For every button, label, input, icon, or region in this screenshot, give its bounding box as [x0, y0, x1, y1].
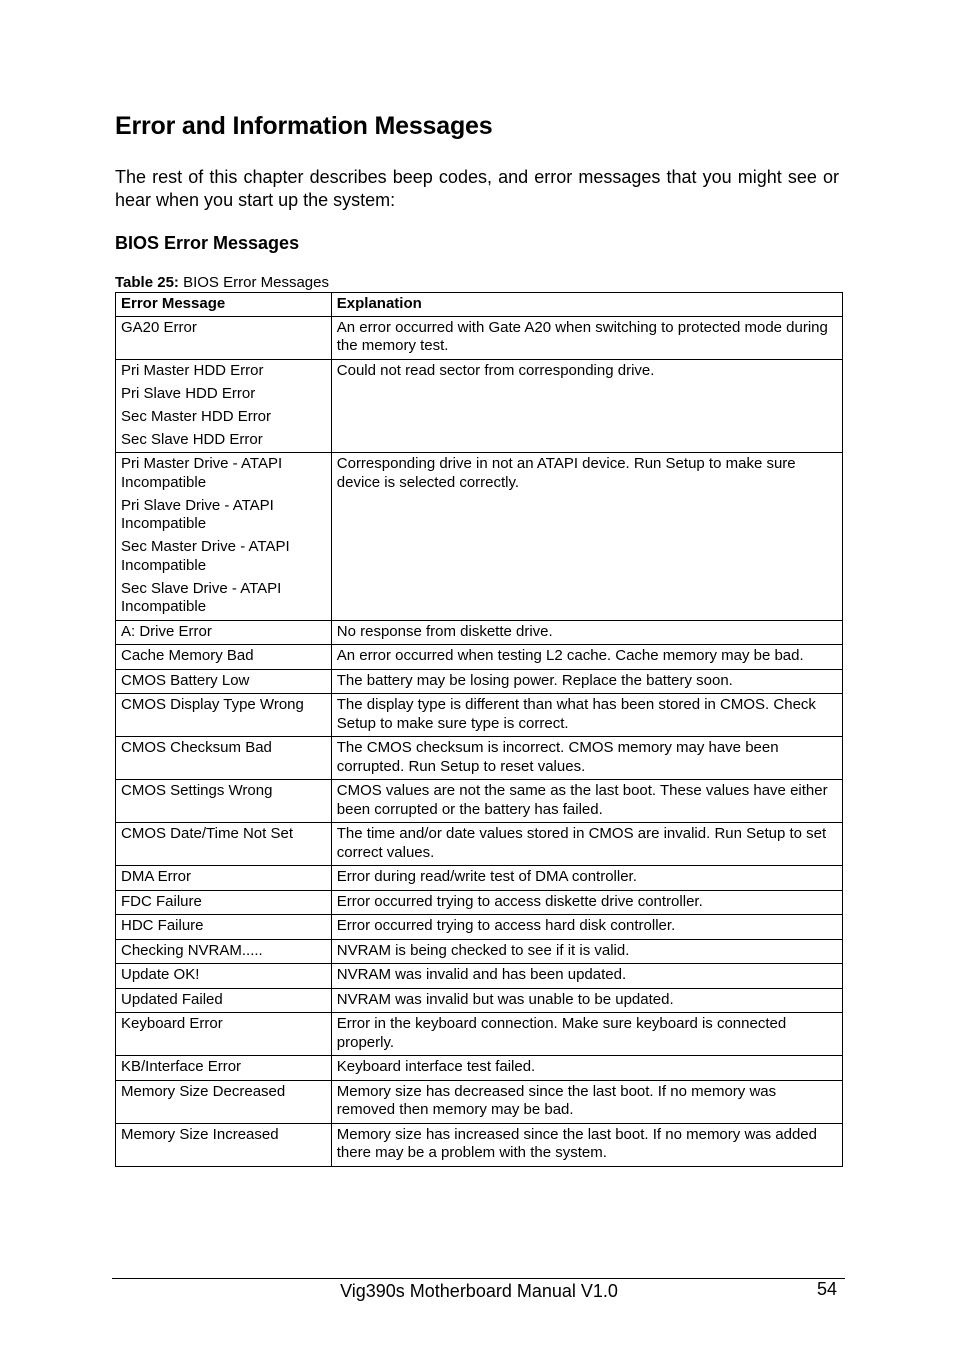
table-row — [116, 359, 843, 453]
error-message: Updated Failed — [121, 990, 223, 1008]
table-row — [116, 866, 843, 891]
explanation-cell: Could not read sector from corresponding drive. — [331, 359, 842, 453]
explanation-cell: Error in the keyboard connection. Make sure keyboard is connected properly. — [331, 1013, 842, 1056]
error-message-cell — [116, 453, 332, 621]
error-message: Checking NVRAM..... — [121, 941, 263, 959]
table-row — [116, 453, 843, 621]
error-message: CMOS Display Type Wrong — [121, 696, 304, 713]
error-message-cell — [116, 669, 332, 694]
error-message-cell — [116, 737, 332, 780]
error-message: Pri Master Drive - ATAPI Incompatible — [121, 455, 283, 491]
column-header-explanation: Explanation — [331, 293, 842, 317]
error-message: Update OK! — [121, 966, 200, 983]
error-message: FDC Failure — [121, 892, 202, 910]
error-message-cell — [116, 780, 332, 823]
explanation-cell: NVRAM was invalid but was unable to be updated. — [331, 988, 842, 1013]
table-row — [116, 915, 843, 940]
column-header-error-message: Error Message — [116, 293, 332, 317]
explanation-cell: The battery may be losing power. Replace the battery soon. — [331, 669, 842, 694]
error-message: Sec Master HDD Error — [121, 407, 272, 425]
footer-title: Vig390s Motherboard Manual V1.0 — [340, 1281, 618, 1301]
error-message: Memory Size Decreased — [121, 1082, 286, 1100]
table-row — [116, 988, 843, 1013]
section-title: BIOS Error Messages — [115, 233, 300, 253]
table-row — [116, 669, 843, 694]
error-message-cell — [116, 890, 332, 915]
error-message: CMOS Settings Wrong — [121, 782, 273, 799]
explanation-cell: Keyboard interface test failed. — [331, 1056, 842, 1081]
error-message: Memory Size Increased — [121, 1125, 279, 1143]
error-message-cell — [116, 915, 332, 940]
error-message-cell — [116, 823, 332, 866]
error-message-cell — [116, 1013, 332, 1056]
table-row — [116, 964, 843, 989]
explanation-cell: The display type is different than what has been stored in CMOS. Check Setup to make sure type is correct. — [331, 694, 842, 737]
table-header-row — [116, 293, 843, 317]
explanation-cell: Error occurred trying to access hard disk controller. — [331, 915, 842, 940]
explanation-cell: Memory size has decreased since the last boot. If no memory was removed then memory may be bad. — [331, 1080, 842, 1123]
table-row — [116, 1013, 843, 1056]
page-number: 54 — [817, 1279, 838, 1299]
table-caption-text: BIOS Error Messages — [183, 274, 329, 291]
table-row — [116, 1056, 843, 1081]
table-row — [116, 1123, 843, 1166]
error-message: CMOS Checksum Bad — [121, 739, 272, 756]
error-message: Sec Master Drive - ATAPI Incompatible — [121, 538, 290, 574]
footer-divider — [112, 1278, 845, 1279]
error-message: KB/Interface Error — [121, 1058, 242, 1075]
error-message: A: Drive Error — [121, 622, 212, 640]
page-title: Error and Information Messages — [115, 112, 493, 140]
explanation-cell: Error during read/write test of DMA controller. — [331, 866, 842, 891]
error-message: Keyboard Error — [121, 1015, 223, 1032]
error-message: Pri Slave Drive - ATAPI Incompatible — [121, 496, 274, 532]
explanation-cell: Memory size has increased since the last boot. If no memory was added there may be a problem with the system. — [331, 1123, 842, 1166]
table-row — [116, 737, 843, 780]
explanation-cell: NVRAM was invalid and has been updated. — [331, 964, 842, 989]
table-row — [116, 694, 843, 737]
intro-paragraph: The rest of this chapter describes beep codes, and error messages that you might see or hear when you start up the system: — [115, 167, 839, 210]
error-message-cell — [116, 316, 332, 359]
explanation-cell: No response from diskette drive. — [331, 620, 842, 645]
table-row — [116, 316, 843, 359]
table-caption-label: Table 25: — [115, 274, 179, 291]
error-message: Sec Slave Drive - ATAPI Incompatible — [121, 579, 282, 615]
table-row — [116, 939, 843, 964]
error-message-cell — [116, 866, 332, 891]
table-caption — [115, 274, 329, 291]
explanation-cell: An error occurred with Gate A20 when switching to protected mode during the memory test. — [331, 316, 842, 359]
table-row — [116, 890, 843, 915]
error-message: Pri Master HDD Error — [121, 361, 264, 379]
explanation-cell: Error occurred trying to access diskette drive controller. — [331, 890, 842, 915]
error-message-cell — [116, 1123, 332, 1166]
error-message: CMOS Date/Time Not Set — [121, 825, 293, 842]
explanation-cell: The time and/or date values stored in CMOS are invalid. Run Setup to set correct values. — [331, 823, 842, 866]
error-message: CMOS Battery Low — [121, 671, 250, 689]
bios-error-table — [115, 292, 843, 1167]
error-message-cell — [116, 939, 332, 964]
error-message-cell — [116, 988, 332, 1013]
error-message-cell — [116, 620, 332, 645]
error-message: DMA Error — [121, 868, 192, 885]
error-message: Pri Slave HDD Error — [121, 384, 256, 402]
table-row — [116, 780, 843, 823]
error-message: Sec Slave HDD Error — [121, 430, 263, 448]
error-message: HDC Failure — [121, 917, 204, 934]
table-row — [116, 645, 843, 670]
error-message-cell — [116, 1056, 332, 1081]
error-message: Cache Memory Bad — [121, 647, 254, 664]
error-message-cell — [116, 1080, 332, 1123]
error-message-cell — [116, 694, 332, 737]
table-row — [116, 620, 843, 645]
explanation-cell: The CMOS checksum is incorrect. CMOS memory may have been corrupted. Run Setup to reset values. — [331, 737, 842, 780]
error-message: GA20 Error — [121, 318, 197, 336]
error-message-cell — [116, 359, 332, 453]
table-row — [116, 1080, 843, 1123]
error-message-cell — [116, 645, 332, 670]
explanation-cell: NVRAM is being checked to see if it is valid. — [331, 939, 842, 964]
explanation-cell: Corresponding drive in not an ATAPI device. Run Setup to make sure device is selected correctly. — [331, 453, 842, 621]
explanation-cell: An error occurred when testing L2 cache. Cache memory may be bad. — [331, 645, 842, 670]
table-row — [116, 823, 843, 866]
error-message-cell — [116, 964, 332, 989]
explanation-cell: CMOS values are not the same as the last boot. These values have either been corrupted or the battery has failed. — [331, 780, 842, 823]
table-body — [116, 316, 843, 1166]
